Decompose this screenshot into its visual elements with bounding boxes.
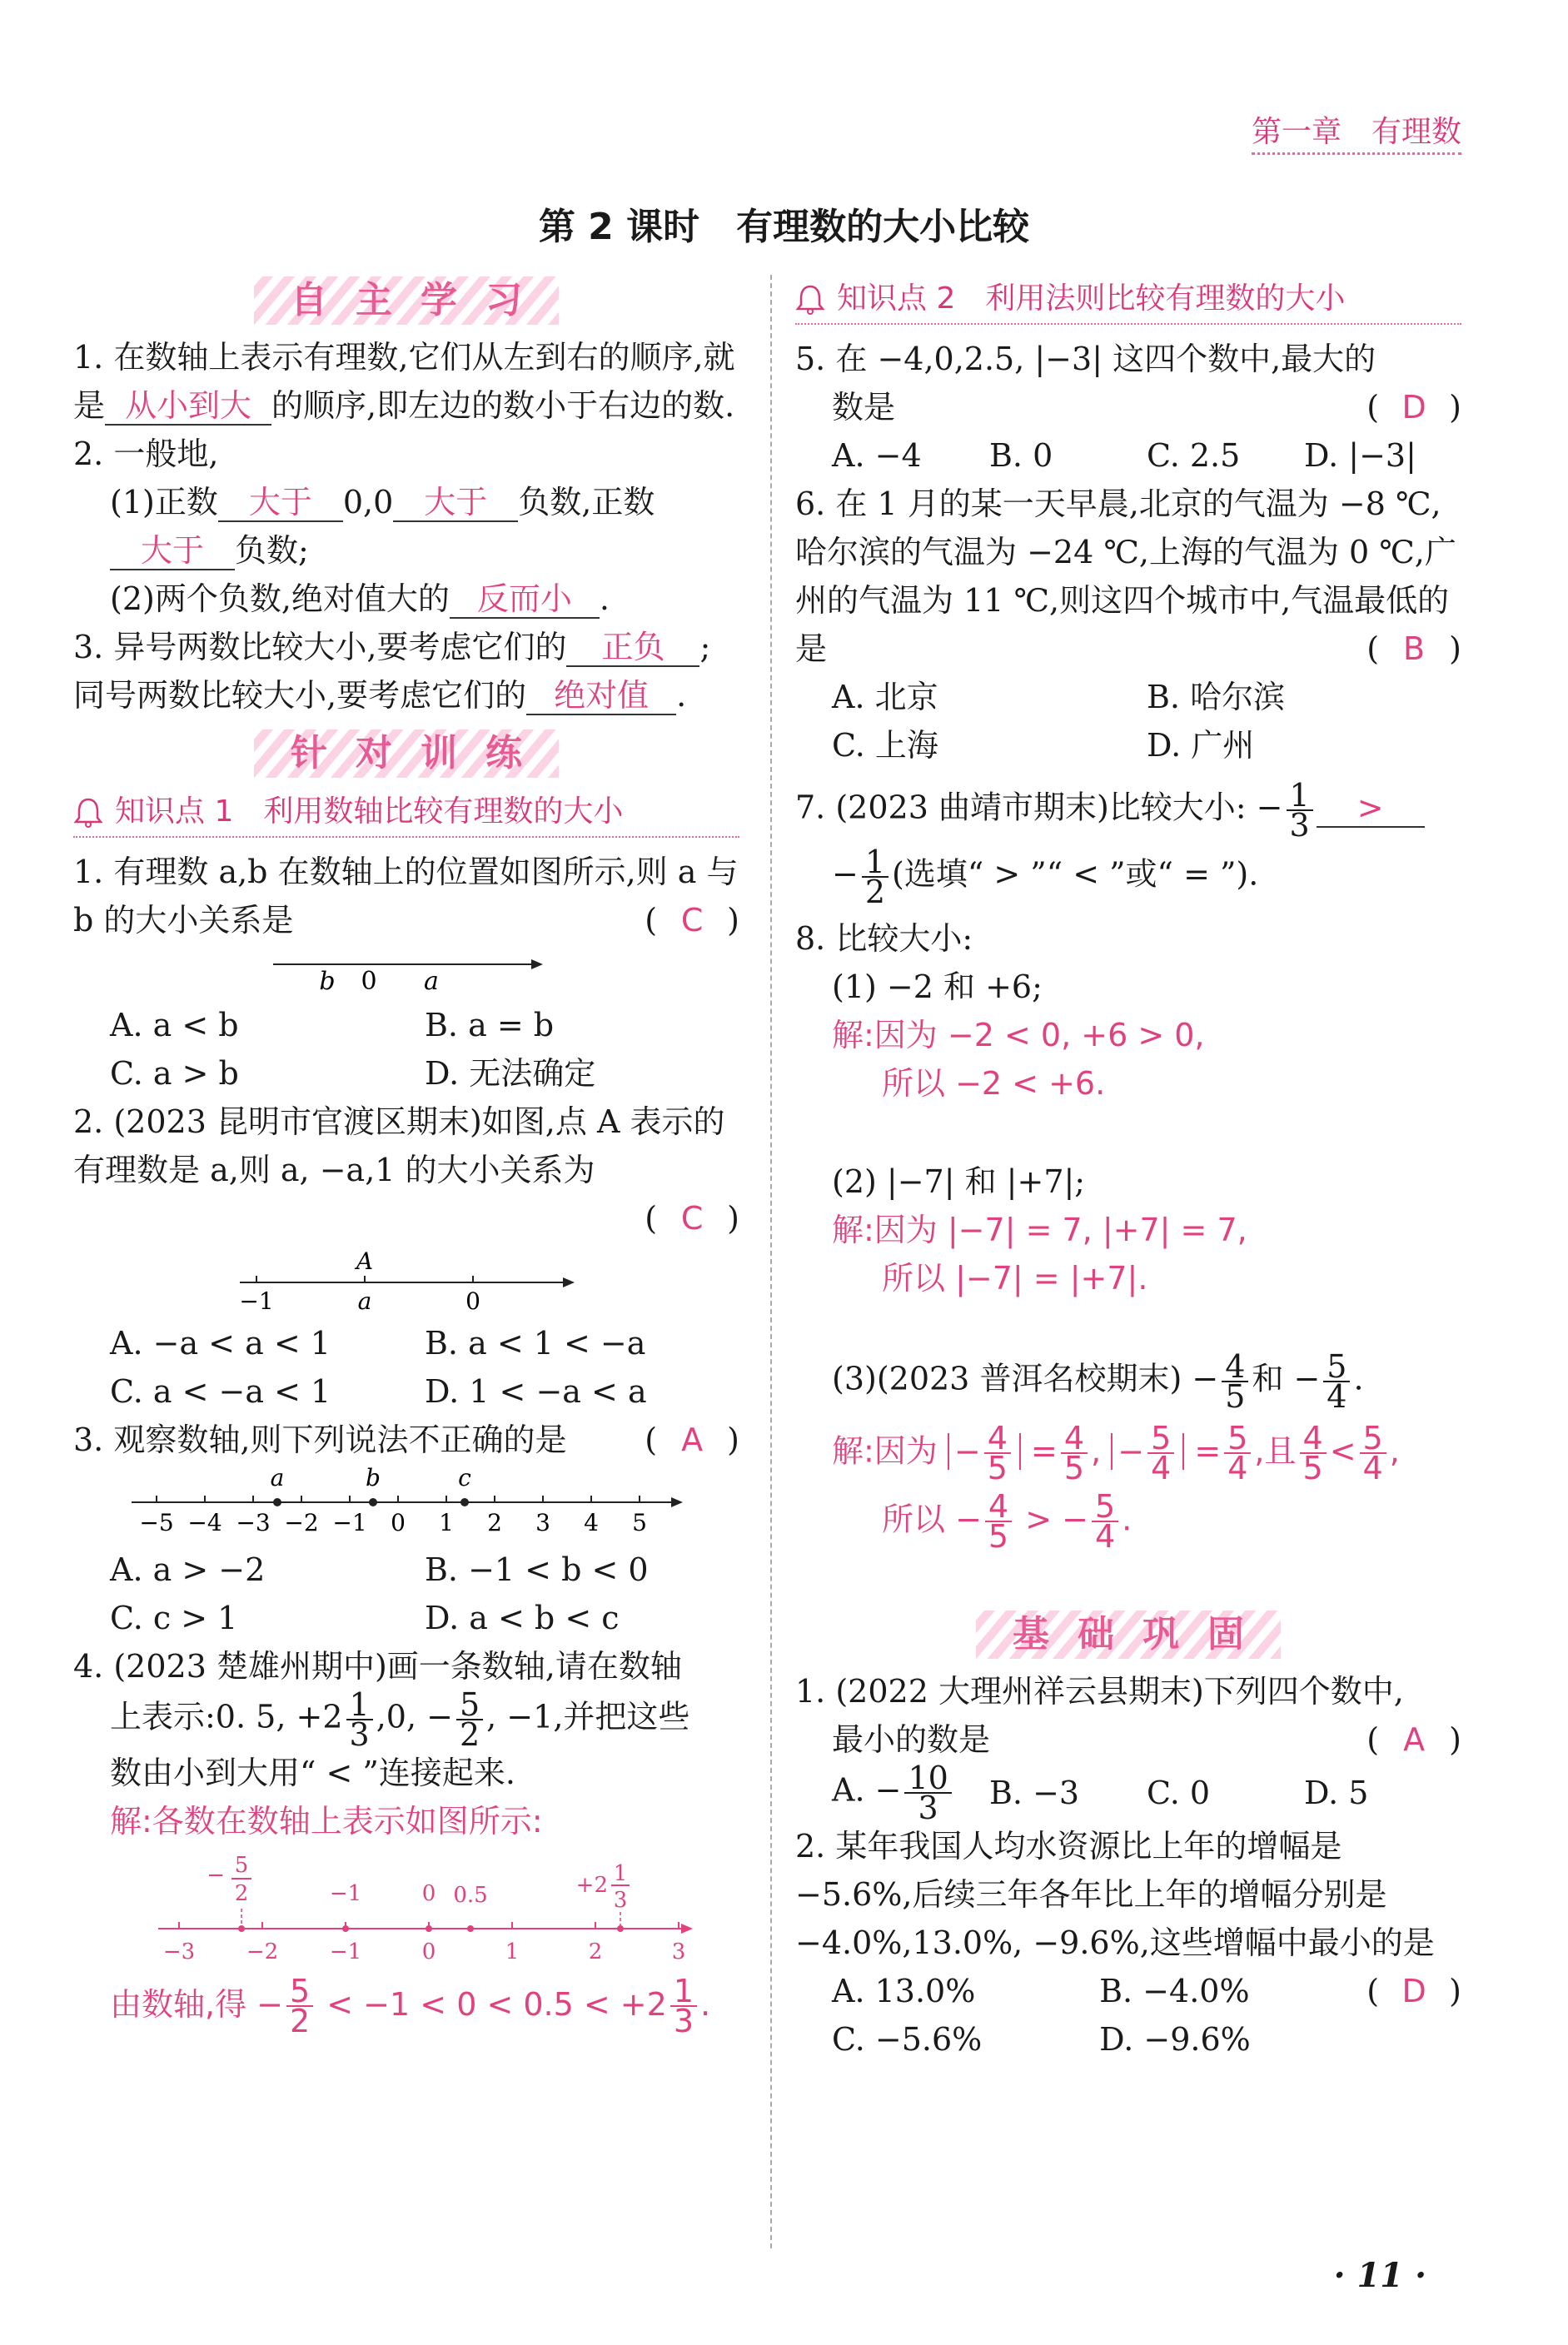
nl-tick-label: 0 — [391, 1509, 406, 1536]
svg-text:0.5: 0.5 — [453, 1883, 488, 1908]
nl-label: a — [424, 967, 439, 996]
nl-label: a — [357, 1287, 372, 1315]
kp2-q6: 6. 在 1 月的某一天早晨,北京的气温为 −8 ℃,哈尔滨的气温为 −24 ℃,上海的气温为 0 ℃,广州的气温为 11 ℃,则这四个城市中,气温最低的是 ( B ) A. 北京 B. 哈尔滨 C. 上海 D. 广州 — [795, 480, 1461, 769]
svg-text:−1: −1 — [329, 1881, 362, 1906]
option-c: C. c > 1 — [110, 1600, 238, 1636]
banner-basic: 基础巩固 — [795, 1611, 1461, 1660]
nl-tick-label: 3 — [535, 1509, 550, 1536]
answer-blank: 大于 — [393, 484, 518, 522]
bell-icon — [73, 796, 103, 828]
svg-text:2: 2 — [234, 1881, 249, 1906]
option-d: D. 无法确定 — [425, 1055, 596, 1092]
solution-text: 解:因为 −2 < 0, +6 > 0, — [832, 1017, 1205, 1053]
option-a: A. 北京 — [832, 679, 938, 715]
svg-text:1: 1 — [613, 1861, 628, 1886]
number-line-q3 — [123, 1467, 689, 1542]
option-a: A. −a < a < 1 — [110, 1325, 331, 1362]
svg-text:5: 5 — [234, 1853, 249, 1878]
option-a: A. a < b — [110, 1007, 239, 1043]
nl-tick-label: −3 — [236, 1509, 271, 1536]
solution-text: 解:各数在数轴上表示如图所示: — [110, 1803, 543, 1840]
option-b: B. 哈尔滨 — [1147, 679, 1286, 715]
targeted-q2: 2. (2023 昆明市官渡区期末)如图,点 A 表示的有理数是 a,则 a, −a,1 的大小关系为 ( C ) A −1 a 0 A. −a < a < 1 B. a < 1 < −a C. a < −a < 1 D. 1 < −a < a — [73, 1098, 739, 1416]
nl-tick-label: 1 — [505, 1939, 520, 1964]
option-d: D. |−3| — [1304, 437, 1416, 474]
lesson-title: 第 2 课时 有理数的大小比较 — [538, 206, 1030, 248]
option-a: A. 13.0% — [832, 1973, 976, 2009]
option-d: D. a < b < c — [425, 1600, 620, 1636]
number-line-q1 — [265, 948, 548, 998]
option-b: B. −3 — [989, 1775, 1080, 1811]
nl-point-label: a — [270, 1467, 285, 1491]
answer-blank: 反而小 — [450, 580, 600, 619]
nl-point-label: b — [366, 1467, 381, 1491]
option-b: B. a < 1 < −a — [425, 1325, 646, 1362]
chapter-header: 第一章 有理数 — [1252, 108, 1461, 155]
knowledge-point-2: 知识点 2 利用法则比较有理数的大小 — [795, 275, 1461, 325]
left-column — [73, 266, 739, 2039]
nl-tick-label: −5 — [139, 1509, 174, 1536]
answer-choice: C — [680, 902, 704, 938]
answer-blank: 大于 — [218, 484, 343, 522]
nl-tick-label: 5 — [632, 1509, 647, 1536]
option-c: C. −5.6% — [832, 2021, 983, 2058]
kp2-q7: 7. (2023 曲靖市期末)比较大小: − $\frac{1}{3}$ > − $\frac{1}{2}$ (选填“ > ”“ < ”或“ = ”). — [795, 781, 1461, 906]
answer-choice: A — [1403, 1721, 1426, 1758]
nl-tick-label: 2 — [588, 1939, 603, 1964]
nl-tick-label: −2 — [246, 1939, 279, 1964]
answer-choice: A — [681, 1421, 704, 1458]
bell-icon — [795, 283, 825, 315]
kp2-q5: 5. 在 −4,0,2.5, |−3| 这四个数中,最大的 数是 ( D ) A. −4 B. 0 C. 2.5 D. |−3| — [795, 335, 1461, 480]
column-divider — [770, 275, 772, 2248]
solution-text: 解:因为 − $\frac{4}{5}$ = $\frac{4}{5}$ , − $\frac{5}{4}$ = $\frac{5}{4}$ ,且 $\frac{4}{5}$ < $\frac{5}{4}$ , — [832, 1420, 1400, 1486]
option-a: A. a > −2 — [110, 1551, 266, 1588]
option-a: A. − $\frac{10}{3}$ — [832, 1764, 989, 1822]
option-d: D. 5 — [1304, 1775, 1369, 1811]
page-number: · 11 · — [1333, 2256, 1426, 2295]
option-b: B. a = b — [425, 1007, 555, 1043]
right-column — [795, 266, 1461, 2064]
nl-label: 0 — [465, 1287, 480, 1315]
solution-text: 解:因为 |−7| = 7, |+7| = 7, — [832, 1212, 1247, 1248]
option-d: D. −9.6% — [1099, 2021, 1251, 2058]
answer-choice: B — [1403, 630, 1426, 667]
banner-targeted: 针对训练 — [73, 729, 739, 779]
nl-label: 0 — [361, 967, 377, 996]
nl-point-label: c — [458, 1467, 471, 1491]
basic-q2: 2. 某年我国人均水资源比上年的增幅是 −5.6%,后续三年各年比上年的增幅分别是 −4.0%,13.0%, −9.6%,这些增幅中最小的是 ( D ) A. 13.0% B. −4.0% C. −5.6% D. −9.6% — [795, 1822, 1461, 2064]
option-c: C. a > b — [110, 1055, 239, 1092]
self-study-q2: 2. 一般地, (1)正数 大于 0,0 大于 负数,正数 大于 负数; (2)两个负数,绝对值大的 反而小 . — [73, 436, 655, 617]
nl-tick-label: −4 — [187, 1509, 222, 1536]
nl-label: −1 — [239, 1287, 274, 1315]
number-line-q2 — [231, 1246, 581, 1316]
self-study-q3: 3. 异号两数比较大小,要考虑它们的 正负 ; 同号两数比较大小,要考虑它们的 绝对值 . — [73, 629, 711, 714]
solution-conclusion: 由数轴,得 − $\frac{5}{2}$ < −1 < 0 < 0.5 < +2 $\frac{1}{3}$ . — [110, 1973, 711, 2039]
nl-tick-label: 3 — [671, 1939, 686, 1964]
svg-text:−: − — [207, 1863, 225, 1888]
option-c: C. 2.5 — [1147, 437, 1241, 474]
option-d: D. 广州 — [1147, 727, 1255, 764]
solution-text: 所以 − $\frac{4}{5}$ > − $\frac{5}{4}$ . — [882, 1488, 1132, 1555]
nl-tick-label: 2 — [487, 1509, 502, 1536]
option-c: C. a < −a < 1 — [110, 1373, 331, 1410]
option-a: A. −4 — [832, 437, 922, 474]
self-study-q1: 1. 在数轴上表示有理数,它们从左到右的顺序,就是 从小到大 的顺序,即左边的数小于右边的数. — [73, 339, 735, 424]
nl-tick-label: 1 — [439, 1509, 454, 1536]
kp2-q8: 8. 比较大小: (1) −2 和 +6; 解:因为 −2 < 0, +6 > 0, 所以 −2 < +6. (2) |−7| 和 |+7|; 解:因为 |−7| = 7, |+7| = 7, 所以 |−7| = |+7|. (3)(2023 普洱名校期末) − $\frac{4}{5}$ 和 − $\frac{5}{4}$ . 解:因为 − $\frac{4}{5}$ = $\frac{4}{5}$ , − $\frac{5}{4}$ = $\frac{5}{4}$ ,且 $\frac{4}{5}$ < $\frac{5}{4}$ , 所以 − $\frac{4}{5}$ > − $\frac{5}{4}$ . — [795, 914, 1461, 1551]
solution-text: 所以 |−7| = |+7|. — [882, 1260, 1148, 1297]
banner-self-study: 自主学习 — [73, 276, 739, 326]
option-d: D. 1 < −a < a — [425, 1373, 647, 1410]
svg-text:0: 0 — [421, 1881, 436, 1906]
solution-text: 所以 −2 < +6. — [882, 1065, 1106, 1102]
nl-tick-label: −2 — [284, 1509, 319, 1536]
nl-tick-label: −1 — [332, 1509, 367, 1536]
answer-choice: D — [1401, 1973, 1426, 2009]
option-b: B. 0 — [989, 437, 1053, 474]
answer-blank: 大于 — [110, 532, 235, 570]
nl-tick-label: −3 — [162, 1939, 196, 1964]
answer-blank: 绝对值 — [526, 677, 676, 715]
svg-text:+2: +2 — [575, 1873, 608, 1898]
nl-label: A — [356, 1247, 374, 1275]
nl-tick-label: 0 — [421, 1939, 436, 1964]
answer-blank: > — [1317, 789, 1425, 828]
number-line-q4 — [142, 1849, 708, 1974]
option-c: C. 上海 — [832, 727, 938, 764]
answer-blank: 正负 — [566, 629, 699, 667]
option-b: B. −1 < b < 0 — [425, 1551, 649, 1588]
basic-q1: 1. (2022 大理州祥云县期末)下列四个数中, 最小的数是 ( A ) A. − $\frac{10}{3}$ B. −3 C. 0 D. 5 — [795, 1673, 1461, 1826]
answer-choice: C — [680, 1200, 704, 1237]
svg-text:3: 3 — [613, 1888, 628, 1913]
option-b: B. −4.0% — [1099, 1973, 1250, 2009]
targeted-q4: 4. (2023 楚雄州期中)画一条数轴,请在数轴 上表示:0. 5, +2 $\frac{1}{3}$ ,0, − $\frac{5}{2}$ , −1,并把这些 数由小到大用“ < ”连接起来. 解:各数在数轴上表示如图所示: − 5 2 −1 0 0.5 +2 1 3 −3 −2 −1 0 1 2 3 由数轴,得 − $\frac{5}{2}$ < −1 < 0 < 0.5 < +2 $\frac{1}{3}$ . — [73, 1648, 711, 2039]
answer-blank: 从小到大 — [105, 387, 271, 426]
nl-label: b — [319, 967, 336, 996]
knowledge-point-1: 知识点 1 利用数轴比较有理数的大小 — [73, 788, 739, 838]
targeted-q1: 1. 有理数 a,b 在数轴上的位置如图所示,则 a 与 b 的大小关系是 ( C ) b 0 a A. a < b B. a = b C. a > b D. 无法确定 — [73, 848, 739, 1098]
targeted-q3: 3. 观察数轴,则下列说法不正确的是 ( A ) −5 −4 −3 −2 −1 0 1 2 3 4 5 a b c A. a > −2 B. −1 < b < 0 C. c > 1 D. a < b < c — [73, 1416, 739, 1642]
option-c: C. 0 — [1147, 1775, 1211, 1811]
answer-choice: D — [1401, 389, 1426, 426]
nl-tick-label: −1 — [329, 1939, 362, 1964]
nl-tick-label: 4 — [584, 1509, 599, 1536]
